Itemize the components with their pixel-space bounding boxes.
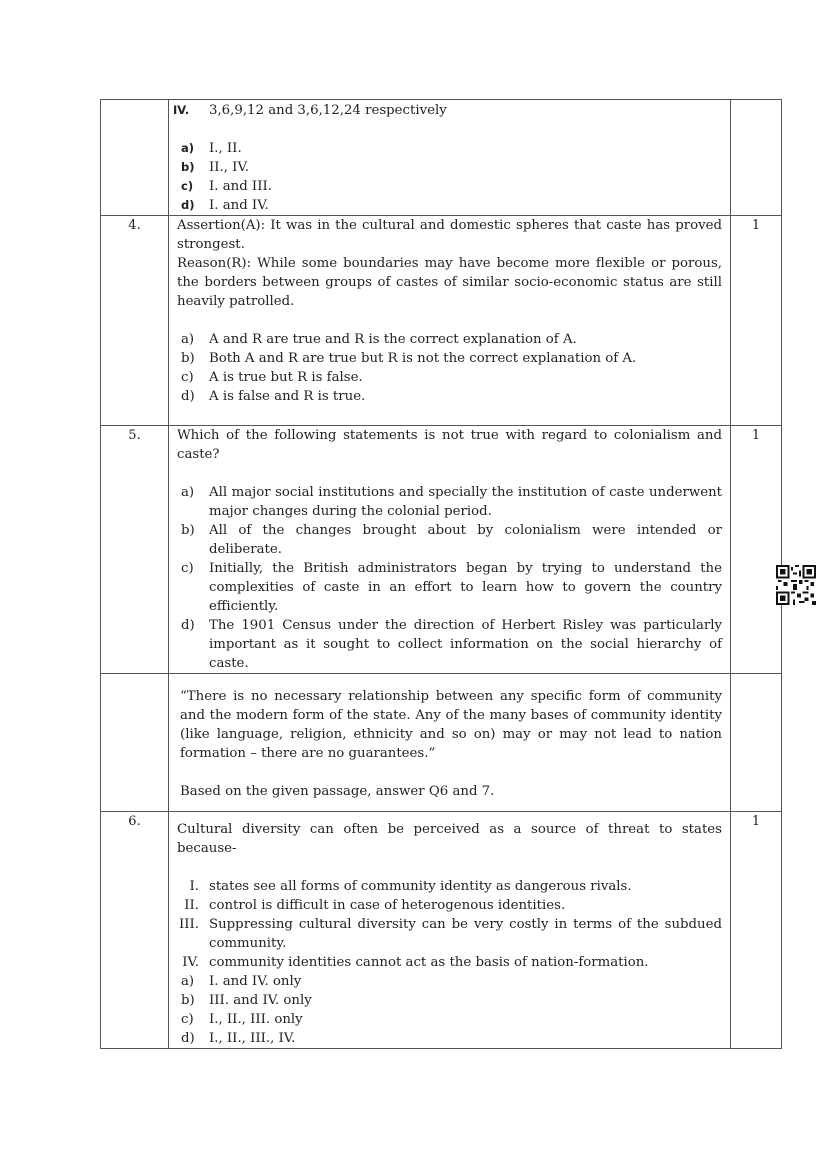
statement-label: II. [184, 898, 199, 913]
statement-text: Suppressing cultural diversity can be very costly in terms of the subdued community. [209, 917, 722, 951]
question-body [169, 216, 731, 426]
option-text: All of the changes brought about by colonialism were intended or deliberate. [209, 523, 722, 557]
statement-list [169, 101, 730, 120]
option-label: d) [181, 618, 195, 633]
option-label: a) [181, 141, 195, 155]
question-text: Cultural diversity can often be perceived as a source of threat to states because- [177, 822, 722, 856]
option-text: A and R are true and R is the correct explanation of A. [209, 332, 577, 347]
question-number-cell [101, 100, 169, 216]
option-text: The 1901 Census under the direction of Herbert Risley was particularly important as it sought to collect information on the social hierarchy of caste. [209, 618, 722, 671]
option-item [169, 559, 730, 616]
option-item [169, 521, 730, 559]
option-text: I. and IV. [209, 198, 269, 213]
assertion-text: Assertion(A): It was in the cultural and domestic spheres that caste has proved strongest. [177, 218, 722, 252]
question-body [169, 100, 731, 216]
option-item [169, 991, 730, 1010]
option-label: c) [181, 370, 194, 385]
passage-row [101, 674, 782, 812]
option-text: II., IV. [209, 160, 249, 175]
option-label: b) [181, 523, 195, 538]
options-list [169, 330, 730, 406]
option-label: b) [181, 351, 195, 366]
option-item [169, 330, 730, 349]
option-label: d) [181, 389, 195, 404]
statement-item [169, 101, 730, 120]
question-row-3-continued [101, 100, 782, 216]
option-label: a) [181, 974, 195, 989]
questions-table [100, 99, 782, 1049]
statement-item [169, 915, 730, 953]
option-label: c) [181, 561, 194, 576]
option-label: d) [181, 1031, 195, 1046]
option-item [169, 368, 730, 387]
option-text: III. and IV. only [209, 993, 312, 1008]
marks-cell [731, 100, 782, 216]
option-item [169, 139, 730, 158]
statement-text: 3,6,9,12 and 3,6,12,24 respectively [209, 103, 447, 118]
option-text: I., II. [209, 141, 242, 156]
option-item [169, 349, 730, 368]
statement-text: control is difficult in case of heterogenous identities. [209, 898, 566, 913]
marks-cell [731, 674, 782, 812]
question-body [169, 426, 731, 674]
option-item [169, 158, 730, 177]
statement-label: III. [179, 917, 199, 932]
option-text: A is true but R is false. [209, 370, 363, 385]
statement-label: IV. [182, 955, 199, 970]
question-number: 4. [101, 216, 169, 426]
passage-body [169, 674, 731, 812]
statement-item [169, 896, 730, 915]
question-number: 6. [101, 812, 169, 1049]
statement-label: IV. [173, 103, 190, 117]
option-label: c) [181, 1012, 194, 1027]
option-text: I., II., III., IV. [209, 1031, 296, 1046]
option-label: c) [181, 179, 194, 193]
option-text: A is false and R is true. [209, 389, 366, 404]
options-list [169, 483, 730, 673]
option-text: Initially, the British administrators began by trying to understand the complexities of caste in an effort to learn how to govern the country efficiently. [209, 561, 722, 614]
option-label: b) [181, 993, 195, 1008]
option-label: d) [181, 198, 195, 212]
option-item [169, 1010, 730, 1029]
passage-instruction: Based on the given passage, answer Q6 and 7. [180, 784, 495, 799]
statement-item [169, 877, 730, 896]
question-row-5 [101, 426, 782, 674]
option-text: I. and IV. only [209, 974, 302, 989]
option-item [169, 1029, 730, 1048]
marks-value: 1 [731, 426, 782, 674]
statement-text: community identities cannot act as the basis of nation-formation. [209, 955, 649, 970]
option-text: I. and III. [209, 179, 272, 194]
option-label: b) [181, 160, 195, 174]
question-row-4 [101, 216, 782, 426]
option-item [169, 972, 730, 991]
option-item [169, 387, 730, 406]
option-item [169, 616, 730, 673]
statement-label: I. [189, 879, 199, 894]
option-text: I., II., III. only [209, 1012, 303, 1027]
marks-value: 1 [731, 812, 782, 1049]
qr-code-icon[interactable] [776, 565, 816, 605]
statement-item [169, 953, 730, 972]
question-body [169, 812, 731, 1049]
option-text: All major social institutions and specially the institution of caste underwent major changes during the colonial period. [209, 485, 722, 519]
question-number: 5. [101, 426, 169, 674]
option-item [169, 177, 730, 196]
statement-list [169, 877, 730, 972]
option-item [169, 196, 730, 215]
passage-text: “There is no necessary relationship between any specific form of community and the modern form of the state. Any of the many bases of community identity (like language, religion, ethnicity and so on) may or may not lead to nation formation – there are no guarantees.” [180, 689, 722, 761]
question-text: Which of the following statements is not true with regard to colonialism and caste? [177, 428, 722, 462]
marks-value: 1 [731, 216, 782, 426]
reason-text: Reason(R): While some boundaries may have become more flexible or porous, the borders between groups of castes of similar socio-economic status are still heavily patrolled. [177, 256, 722, 309]
option-label: a) [181, 332, 195, 347]
question-number-cell [101, 674, 169, 812]
statement-text: states see all forms of community identity as dangerous rivals. [209, 879, 632, 894]
option-label: a) [181, 485, 195, 500]
options-list [169, 139, 730, 215]
option-item [169, 483, 730, 521]
option-text: Both A and R are true but R is not the correct explanation of A. [209, 351, 637, 366]
question-row-6 [101, 812, 782, 1049]
options-list [169, 972, 730, 1048]
